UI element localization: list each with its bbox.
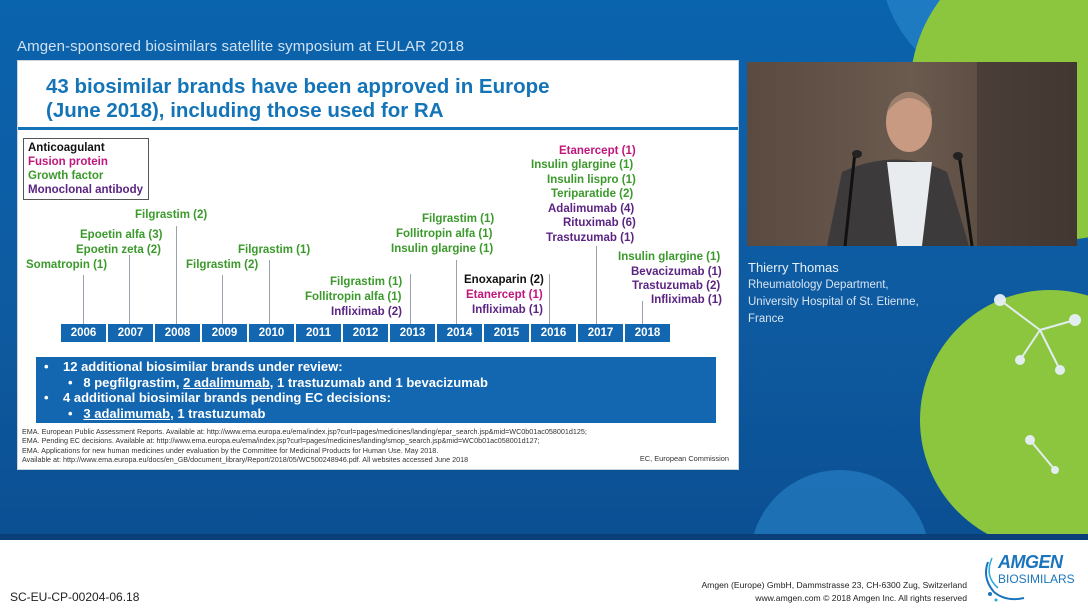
connector-2016 [549,274,550,324]
speaker-affiliation-line2: University Hospital of St. Etienne, [748,296,919,308]
speaker-video [747,62,1077,246]
review-bullet-1-text: 12 additional biosimilar brands under review: [63,359,343,374]
year-2013: 2013 [390,324,435,342]
label-2018-insulin-glargine: Insulin glargine (1) [618,251,721,263]
symposium-title: Amgen-sponsored biosimilars satellite symposium at EULAR 2018 [17,38,465,55]
connector-2009 [222,275,223,324]
footer-address-line2: www.amgen.com © 2018 Amgen Inc. All rights reserved [755,593,967,603]
review-bullet-1: • 12 additional biosimilar brands under review: [44,359,343,374]
year-2008: 2008 [155,324,200,342]
review-info-box [36,357,716,423]
label-2007-epoetin-zeta: Epoetin zeta (2) [76,244,161,256]
review-bullet-2: • 4 additional biosimilar brands pending EC decisions: [44,390,391,405]
label-2017-insulin-glargine: Insulin glargine (1) [531,159,634,171]
logo-text-amgen: AMGEN [998,552,1063,572]
year-timeline-bar [61,324,669,342]
year-2017: 2017 [578,324,623,342]
connector-2010 [269,260,270,324]
connector-2008 [176,226,177,324]
reference-1: EMA. European Public Assessment Reports. Available at: http://www.ema.europa.eu/ema/index.jsp?curl=pages/medicines/landing/epar_search.jsp&mid=WC0b01ac058001d125; [22,427,587,436]
year-2009: 2009 [202,324,247,342]
footer-document-code: SC-EU-CP-00204-06.18 [10,590,140,604]
year-2007: 2007 [108,324,153,342]
slide-panel [17,60,739,470]
review-sub-bullet-1: • 8 pegfilgrastim, 2 adalimumab, 1 trastuzumab and 1 bevacizumab [68,375,488,390]
slide-title-line2: (June 2018), including those used for RA [46,99,444,122]
legend-box [23,138,149,200]
footer-address-line1: Amgen (Europe) GmbH, Dammstrasse 23, CH-6300 Zug, Switzerland [701,580,967,590]
label-2013-infliximab: Infliximab (2) [331,306,402,318]
year-2010: 2010 [249,324,294,342]
year-2006: 2006 [61,324,106,342]
review-sub-1c: , 1 trastuzumab and 1 bevacizumab [269,375,488,390]
label-2014-insulin-glargine: Insulin glargine (1) [391,243,494,255]
label-2017-adalimumab: Adalimumab (4) [548,203,635,215]
reference-2: EMA. Pending EC decisions. Available at: http://www.ema.europa.eu/ema/index.jsp?curl=pages/medicines/landing/smop_search.jsp&mid=WC0b01ac058001d127; [22,436,540,446]
legend-monoclonal-antibody: Monoclonal antibody [28,184,143,196]
review-bullet-2-text: 4 additional biosimilar brands pending EC decisions: [63,390,391,405]
legend-growth-factor: Growth factor [28,170,104,182]
label-2014-filgrastim: Filgrastim (1) [422,213,495,225]
abbreviation-note: EC, European Commission [639,454,729,463]
label-2016-enoxaparin: Enoxaparin (2) [464,274,544,286]
label-2017-teriparatide: Teriparatide (2) [551,188,634,200]
logo-text-biosimilars: BIOSIMILARS [998,572,1075,586]
label-2016-etanercept: Etanercept (1) [466,289,543,301]
reference-4: Available at: http://www.ema.europa.eu/docs/en_GB/document_library/Report/2018/05/WC500248946.pdf. All websites accessed June 2018 [22,455,469,465]
review-sub-1a: 8 pegfilgrastim, [83,375,184,390]
label-2016-infliximab: Infliximab (1) [472,304,543,316]
legend-fusion-protein: Fusion protein [28,156,108,168]
slide-title-line1: 43 biosimilar brands have been approved in Europe [46,75,550,98]
review-sub-2b: , 1 trastuzumab [170,406,266,421]
speaker-video-frame [747,62,1077,246]
speaker-affiliation-line1: Rheumatology Department, [748,279,889,291]
label-2017-etanercept: Etanercept (1) [559,145,636,157]
label-2007-epoetin-alfa: Epoetin alfa (3) [80,229,163,241]
year-2014: 2014 [437,324,482,342]
speaker-name: Thierry Thomas [748,260,839,275]
year-2011: 2011 [296,324,341,342]
speaker-affiliation-line3: France [748,313,784,325]
footer-divider [0,534,1088,540]
review-sub-1b: 2 adalimumab [183,375,270,390]
amgen-biosimilars-logo [980,548,1080,604]
connector-2017 [596,246,597,324]
slide-title [46,75,686,123]
title-divider [18,127,738,130]
review-sub-bullet-2: • 3 adalimumab, 1 trastuzumab [68,406,266,421]
label-2014-follitropin-alfa: Follitropin alfa (1) [396,228,493,240]
references [22,427,732,465]
year-2016: 2016 [531,324,576,342]
connector-2013 [410,274,411,324]
label-2009-filgrastim: Filgrastim (2) [186,259,259,271]
label-2017-insulin-lispro: Insulin lispro (1) [547,174,636,186]
review-sub-2a: 3 adalimumab [83,406,171,421]
connector-2018 [642,301,643,324]
reference-3: EMA. Applications for new human medicines under evaluation by the Committee for Medicinal Products for Human Use. May 2018. [22,445,439,455]
year-2015: 2015 [484,324,529,342]
label-2013-filgrastim: Filgrastim (1) [330,276,403,288]
year-2012: 2012 [343,324,388,342]
label-2006-somatropin: Somatropin (1) [26,259,108,271]
label-2018-bevacizumab: Bevacizumab (1) [631,266,722,278]
label-2018-trastuzumab: Trastuzumab (2) [632,280,721,292]
label-2008-filgrastim: Filgrastim (2) [135,209,208,221]
connector-2007 [129,255,130,324]
legend-anticoagulant: Anticoagulant [28,142,105,154]
label-2013-follitropin-alfa: Follitropin alfa (1) [305,291,402,303]
label-2010-filgrastim: Filgrastim (1) [238,244,311,256]
year-2018: 2018 [625,324,670,342]
label-2017-rituximab: Rituximab (6) [563,217,636,229]
connector-2006 [83,275,84,324]
connector-2014 [456,260,457,324]
label-2018-infliximab: Infliximab (1) [651,294,722,306]
label-2017-trastuzumab: Trastuzumab (1) [546,232,635,244]
